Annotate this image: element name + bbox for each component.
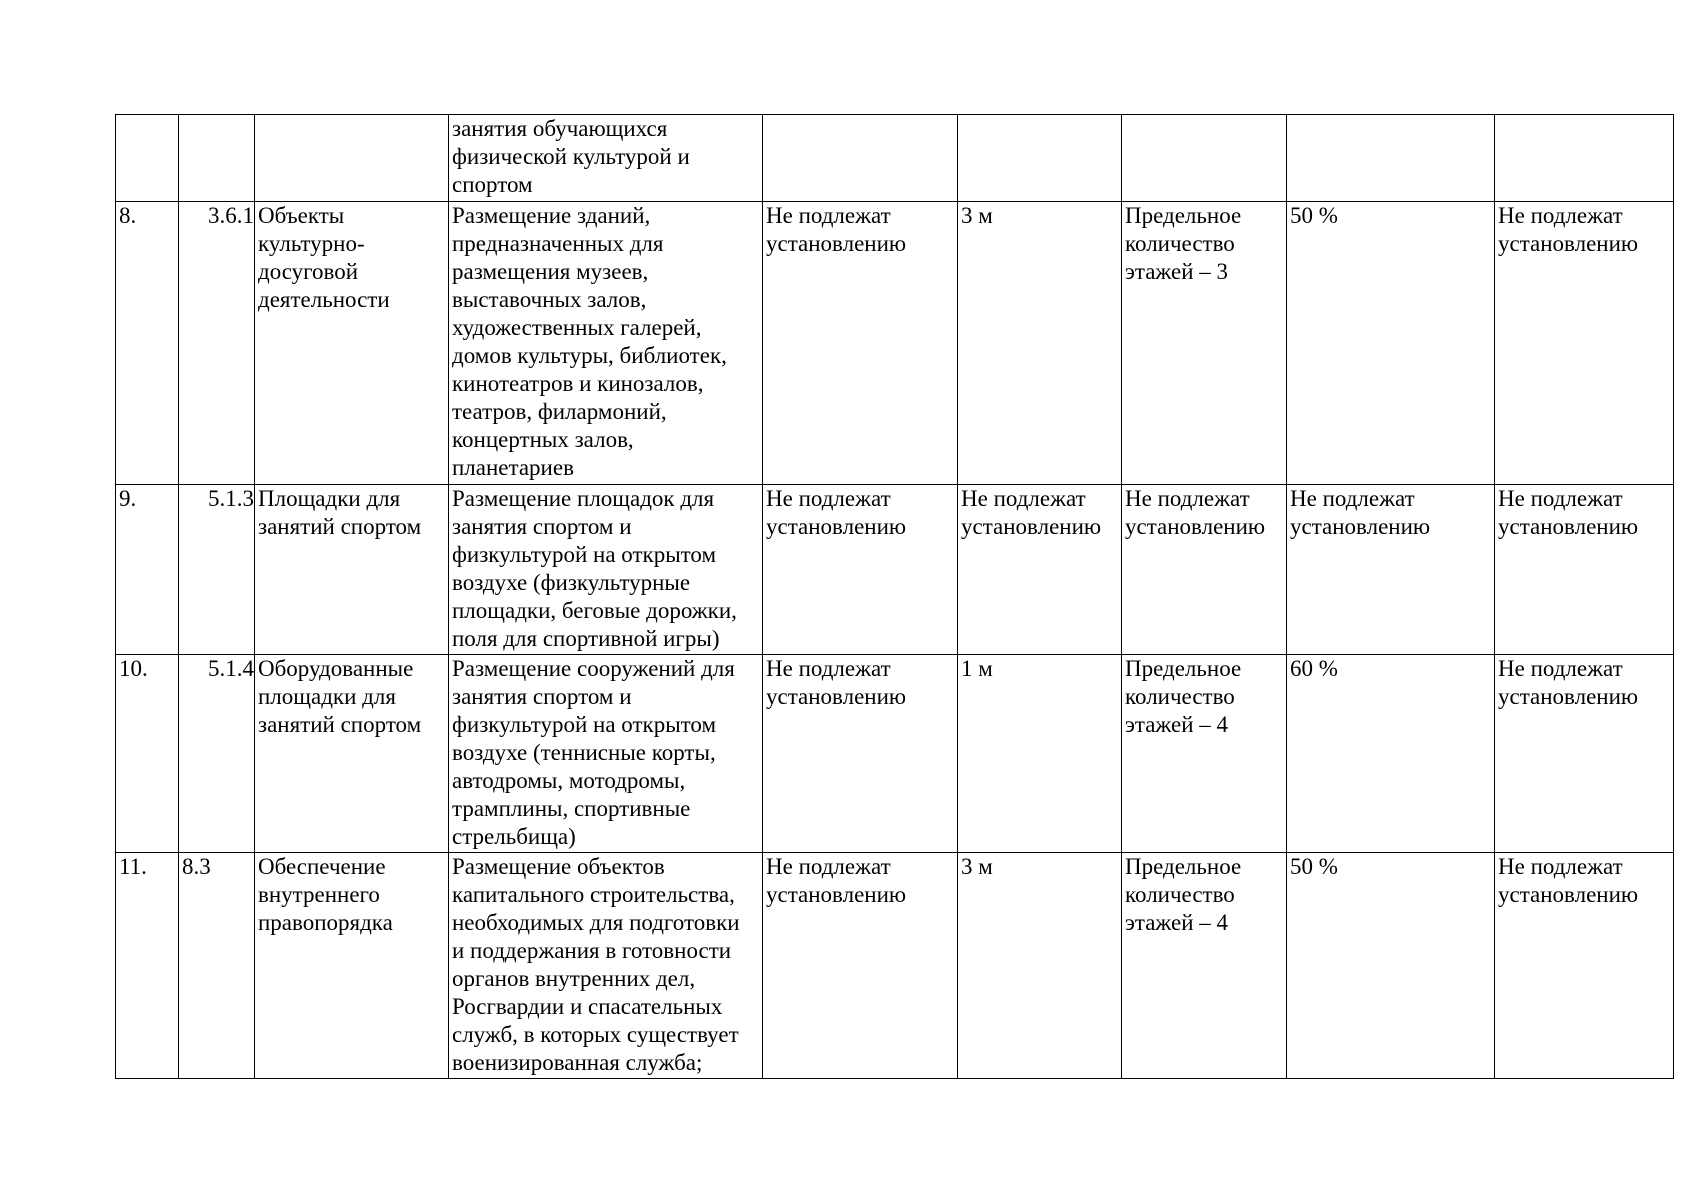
parameter-cell [763,115,958,202]
land-use-name: Площадки для занятий спортом [255,485,449,655]
land-use-name: Оборудованные площадки для занятий спортом [255,655,449,853]
table-row [116,655,1674,853]
table-row [116,853,1674,1079]
parameter-cell: Не подлежат установлению [1495,655,1674,853]
zoning-table [115,114,1674,1079]
land-use-name: Обеспечение внутреннего правопорядка [255,853,449,1079]
parameter-cell: Предельное количество этажей – 4 [1122,853,1287,1079]
parameter-cell: Не подлежат установлению [763,202,958,485]
land-use-description: Размещение сооружений для занятия спортом и физкультурой на открытом воздухе (теннисные корты, автодромы, мотодромы, трамплины, спортивные стрельбища) [449,655,763,853]
parameter-cell: 50 % [1287,202,1495,485]
parameter-cell: 60 % [1287,655,1495,853]
table-row [116,115,1674,202]
parameter-cell: Предельное количество этажей – 4 [1122,655,1287,853]
table-row [116,485,1674,655]
parameter-cell: Не подлежат установлению [1495,202,1674,485]
land-use-description: Размещение площадок для занятия спортом и физкультурой на открытом воздухе (физкультурные площадки, беговые дорожки, поля для спортивной игры) [449,485,763,655]
table-row [116,202,1674,485]
parameter-cell: 3 м [958,202,1122,485]
parameter-cell [1122,115,1287,202]
land-use-name: Объекты культурно- досуговой деятельности [255,202,449,485]
parameter-cell: 3 м [958,853,1122,1079]
parameter-cell: Предельное количество этажей – 3 [1122,202,1287,485]
parameter-cell: Не подлежат установлению [763,485,958,655]
land-use-description: занятия обучающихся физической культурой и спортом [449,115,763,202]
row-number: 10. [116,655,179,853]
row-number [116,115,179,202]
parameter-cell: Не подлежат установлению [1495,853,1674,1079]
land-use-code [179,115,255,202]
land-use-name [255,115,449,202]
parameter-cell: 1 м [958,655,1122,853]
parameter-cell: Не подлежат установлению [1122,485,1287,655]
land-use-code: 3.6.1 [179,202,255,485]
land-use-description: Размещение зданий, предназначенных для размещения музеев, выставочных залов, художественных галерей, домов культуры, библиотек, кинотеатров и кинозалов, театров, филармоний, концертных залов, планетариев [449,202,763,485]
land-use-code: 8.3 [179,853,255,1079]
row-number: 9. [116,485,179,655]
parameter-cell: Не подлежат установлению [763,655,958,853]
parameter-cell: Не подлежат установлению [1287,485,1495,655]
land-use-code: 5.1.4 [179,655,255,853]
parameter-cell: Не подлежат установлению [763,853,958,1079]
parameter-cell: Не подлежат установлению [1495,485,1674,655]
parameter-cell [1495,115,1674,202]
parameter-cell: 50 % [1287,853,1495,1079]
parameter-cell [958,115,1122,202]
land-use-code: 5.1.3 [179,485,255,655]
land-use-description: Размещение объектов капитального строительства, необходимых для подготовки и поддержания в готовности органов внутренних дел, Росгвардии и спасательных служб, в которых существует военизированная служба; [449,853,763,1079]
parameter-cell: Не подлежат установлению [958,485,1122,655]
row-number: 11. [116,853,179,1079]
parameter-cell [1287,115,1495,202]
row-number: 8. [116,202,179,485]
